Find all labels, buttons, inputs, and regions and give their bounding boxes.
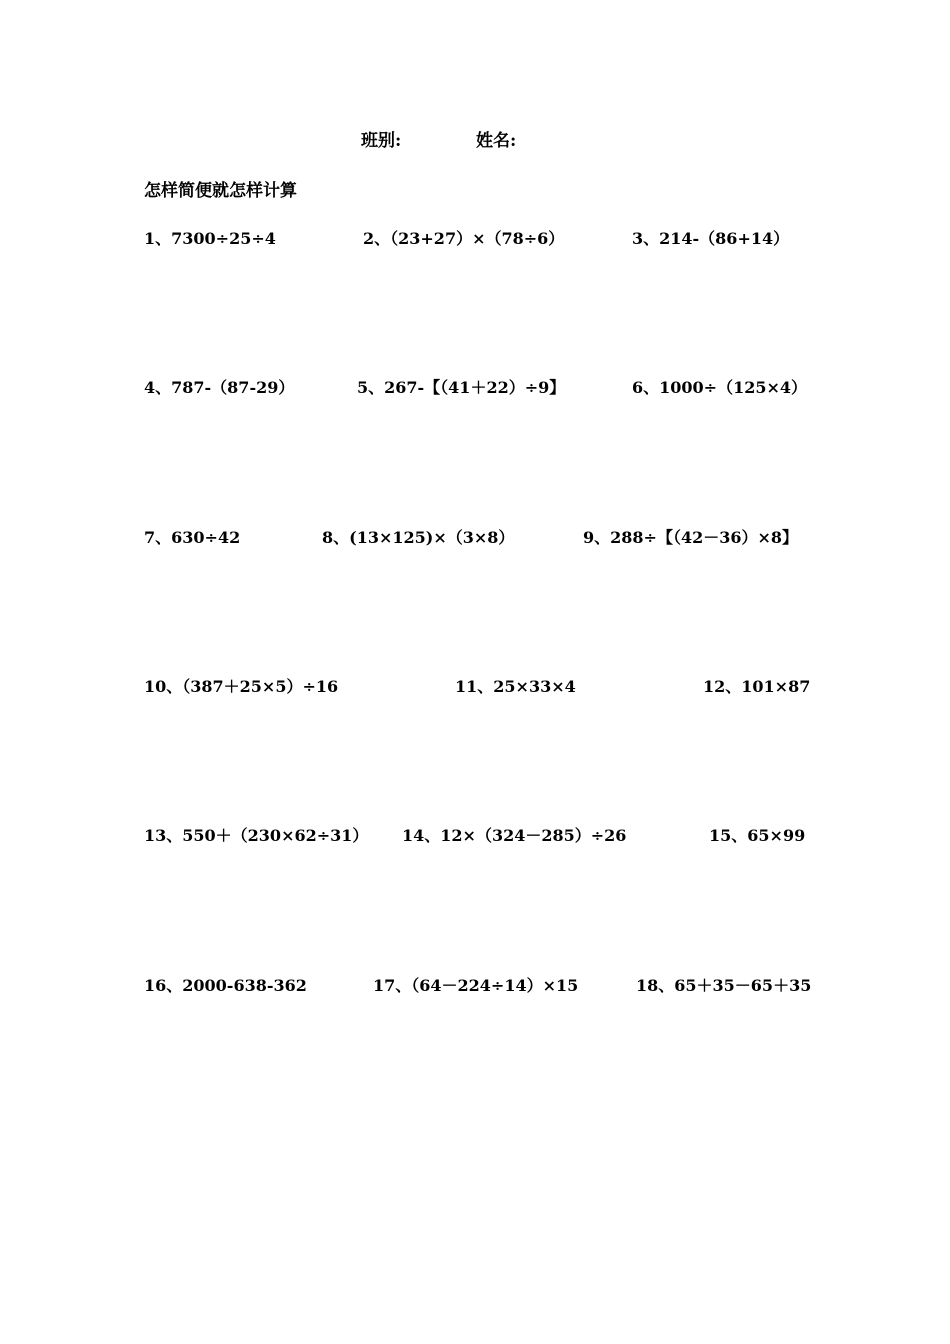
problem-item: 7、630÷42 [144,528,241,547]
problem-row [0,674,950,698]
problem-item: 2、（23+27）×（78÷6） [363,229,565,248]
worksheet-header [0,126,950,150]
problem-row [0,823,950,847]
problem-item: 3、214-（86+14） [632,229,790,248]
problem-item: 6、1000÷（125×4） [632,378,808,397]
problem-item: 16、2000-638-362 [144,976,307,995]
problem-row [0,973,950,997]
problem-item: 9、288÷【（42－36）×8】 [583,528,799,547]
problem-row [0,226,950,250]
problem-item: 1、7300÷25÷4 [144,229,276,248]
problem-row [0,525,950,549]
problem-item: 11、25×33×4 [455,677,576,696]
instruction-text: 怎样简便就怎样计算 [144,181,297,201]
problem-item: 18、65＋35－65＋35 [636,976,812,995]
problem-item: 12、101×87 [703,677,811,696]
problem-item: 8、(13×125)×（3×8） [322,528,515,547]
problem-item: 5、267-【（41＋22）÷9】 [357,378,566,397]
problem-row [0,375,950,399]
problem-item: 13、550＋（230×62÷31） [144,826,369,845]
name-label: 姓名: [476,131,517,151]
problem-item: 4、787-（87-29） [144,378,295,397]
problem-item: 10、（387＋25×5）÷16 [144,677,339,696]
class-label: 班别: [361,131,402,151]
problem-item: 15、65×99 [709,826,806,845]
problem-item: 14、12×（324－285）÷26 [402,826,627,845]
problem-item: 17、（64－224÷14）×15 [373,976,579,995]
